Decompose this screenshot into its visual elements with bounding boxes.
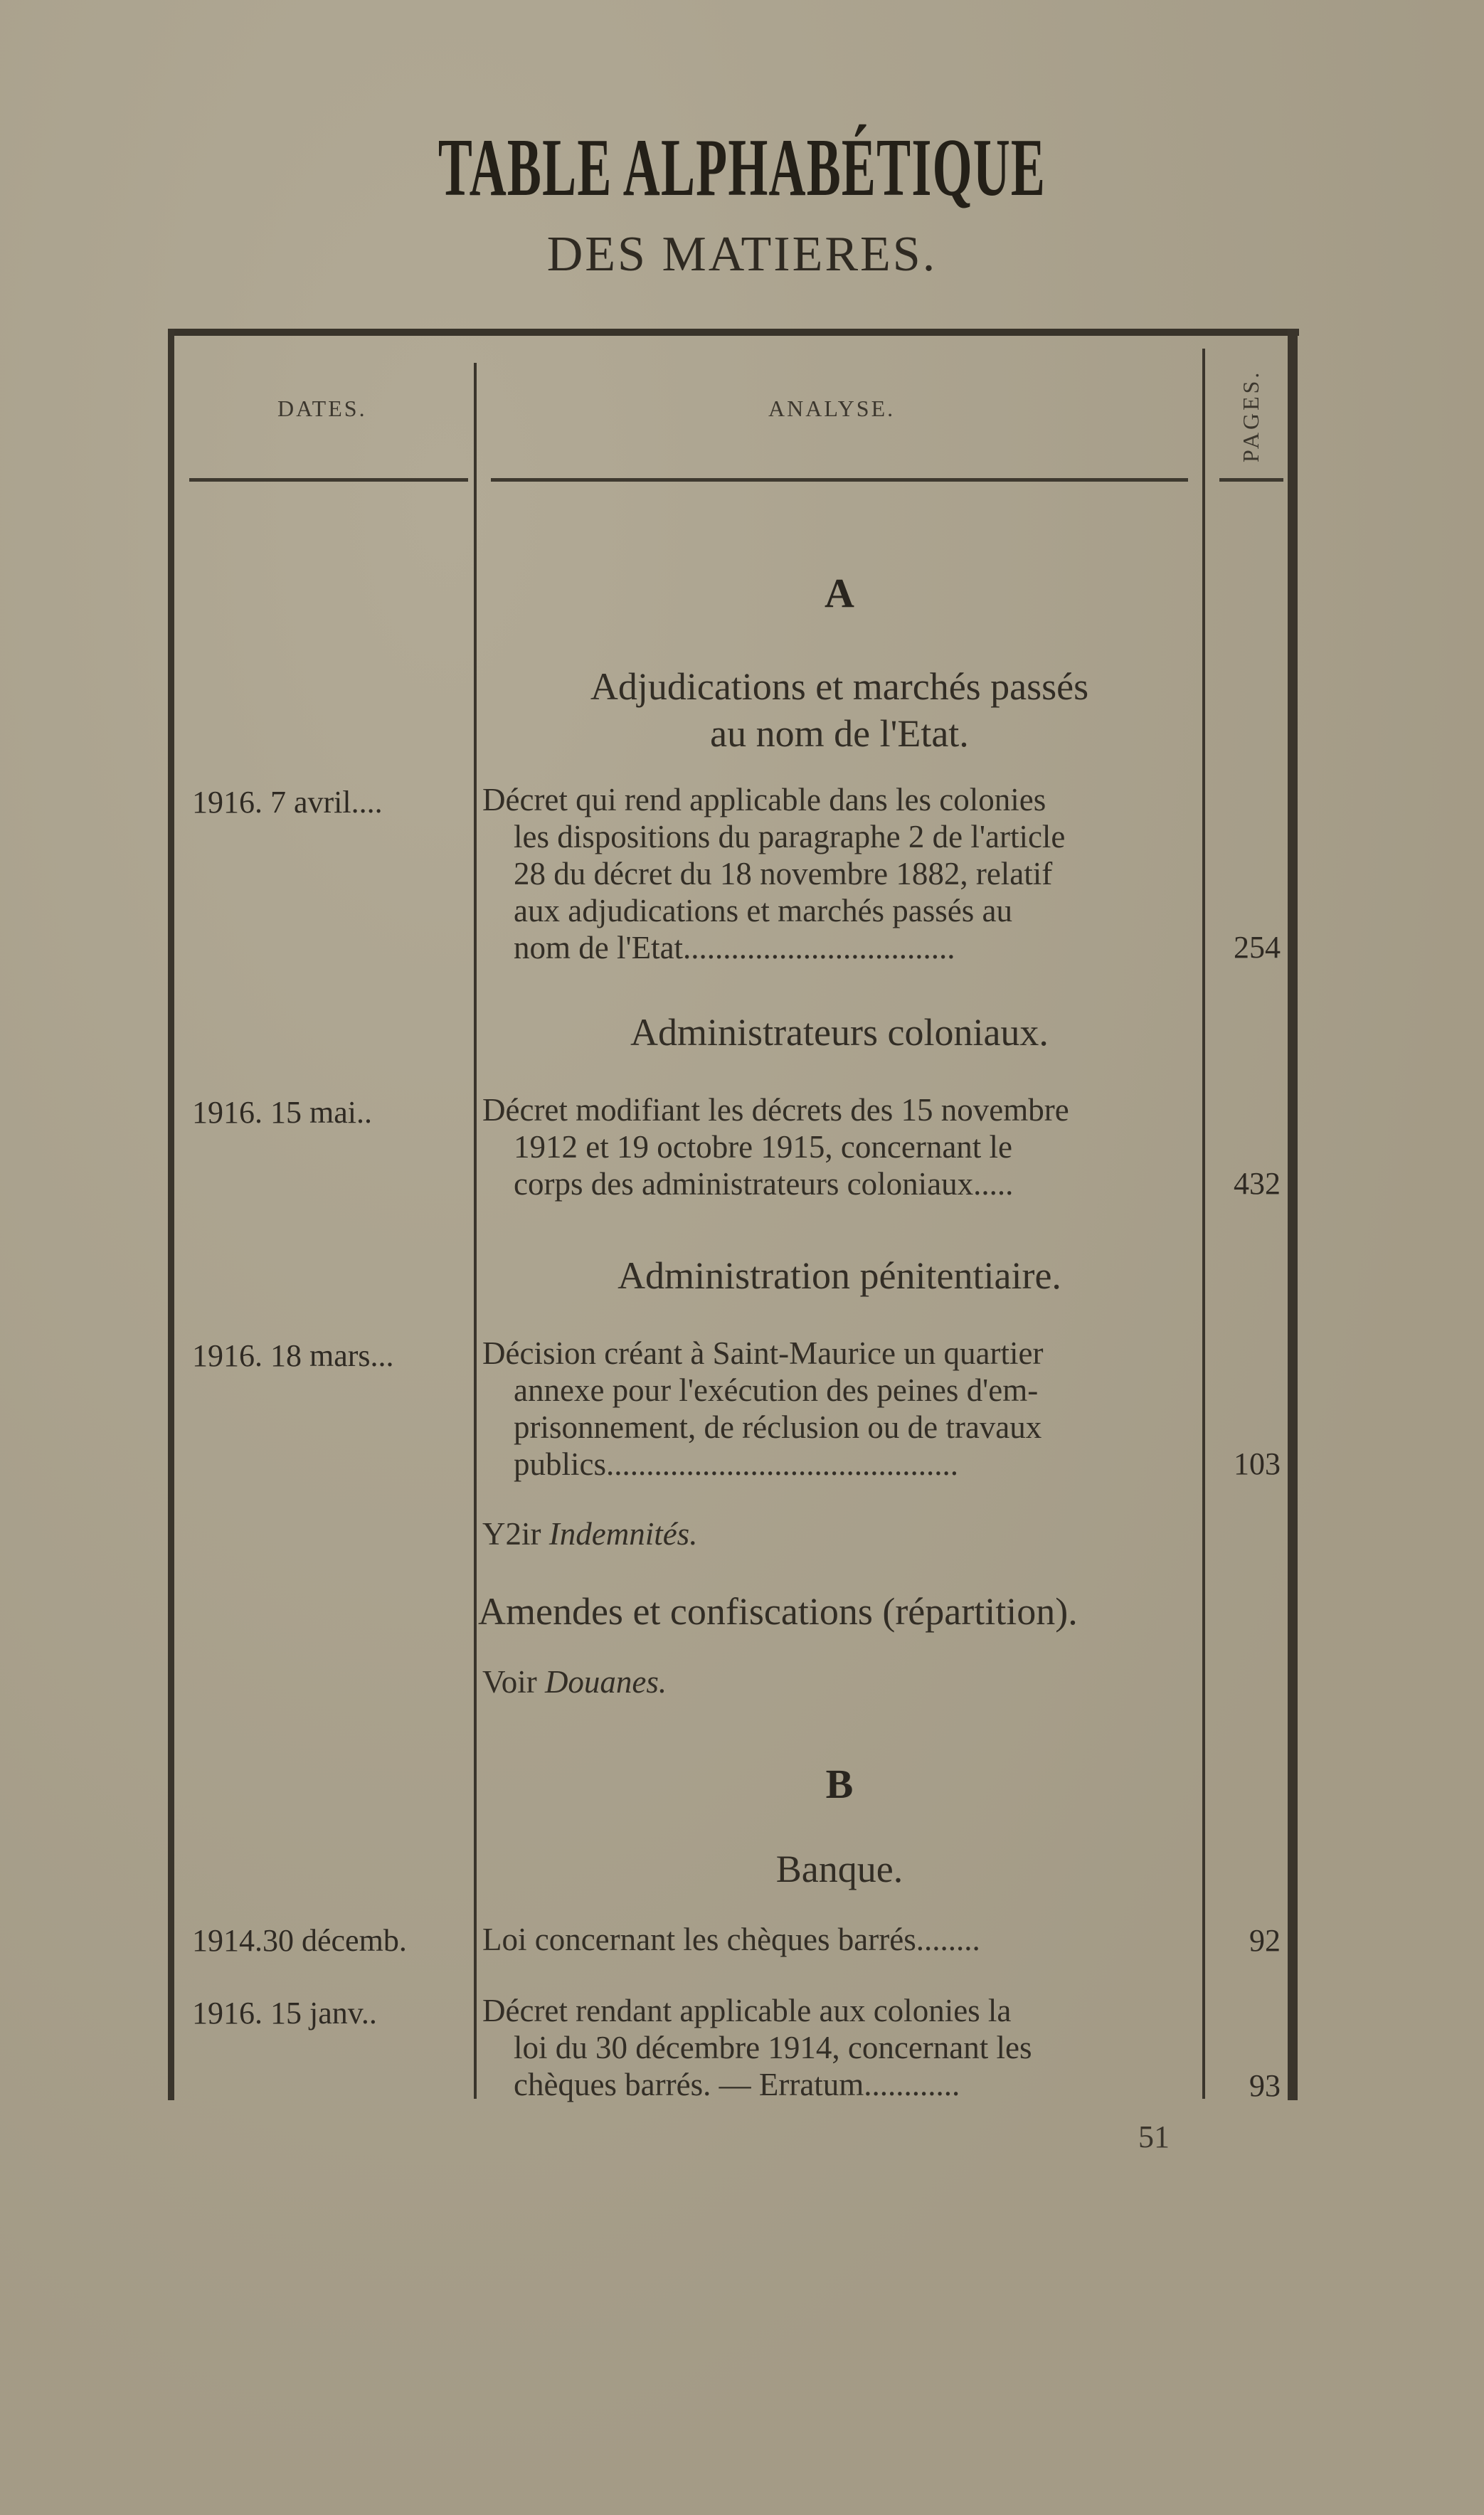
analyse-column-header: ANALYSE. bbox=[768, 396, 896, 421]
entry-heading-penitentiaire: Administration pénitentiaire. bbox=[618, 1254, 1061, 1297]
entry-page-administrateurs: 432 bbox=[1234, 1166, 1281, 1201]
table-right-border bbox=[1288, 329, 1298, 2100]
entry-heading-amendes: Amendes et confiscations (répartition). bbox=[478, 1590, 1078, 1633]
entry-date-penitentiaire: 1916. 18 mars... bbox=[192, 1338, 394, 1373]
text-line: nom de l'Etat.................................. bbox=[514, 930, 955, 965]
entry-date-administrateurs: 1916. 15 mai.. bbox=[192, 1095, 372, 1130]
text-line: annexe pour l'exécution des peines d'em- bbox=[514, 1372, 1039, 1408]
text-line: loi du 30 décembre 1914, concernant les bbox=[514, 2030, 1032, 2065]
text-line: Loi concernant les chèques barrés........ bbox=[482, 1922, 980, 1957]
text-line: Décret modifiant les décrets des 15 novembre bbox=[482, 1092, 1069, 1128]
page-subtitle: DES MATIERES. bbox=[546, 227, 938, 282]
entry-heading-adjudications bbox=[484, 663, 1195, 757]
see-also-prefix: Voir bbox=[482, 1664, 537, 1700]
table-top-rule bbox=[168, 329, 1299, 336]
dates-column-divider bbox=[474, 363, 477, 2099]
text-line: chèques barrés. — Erratum............ bbox=[514, 2067, 960, 2102]
section-letter-b: B bbox=[825, 1761, 854, 1807]
see-also-indemnites bbox=[482, 1515, 697, 1552]
pages-header-rule bbox=[1219, 478, 1283, 482]
dates-column-header: DATES. bbox=[277, 396, 367, 421]
text-line: Décret rendant applicable aux colonies la bbox=[482, 1993, 1012, 2028]
dates-header-rule bbox=[189, 478, 468, 482]
entry-heading-banque: Banque. bbox=[775, 1848, 903, 1890]
entry-text-penitentiaire bbox=[482, 1335, 1195, 1483]
entry-date-banque-1: 1914.30 décemb. bbox=[192, 1923, 407, 1958]
entry-text-adjudications bbox=[482, 781, 1195, 966]
entry-page-banque-1: 92 bbox=[1249, 1923, 1281, 1958]
text-line: aux adjudications et marchés passés au bbox=[514, 893, 1013, 928]
entry-date-banque-2: 1916. 15 janv.. bbox=[192, 1996, 377, 2030]
table-left-border bbox=[168, 329, 174, 2100]
text-line: Décision créant à Saint-Maurice un quartier bbox=[482, 1335, 1044, 1371]
entry-text-administrateurs bbox=[482, 1091, 1195, 1202]
entry-page-banque-2: 93 bbox=[1249, 2068, 1281, 2103]
entry-heading-administrateurs: Administrateurs coloniaux. bbox=[630, 1011, 1049, 1054]
heading-line: au nom de l'Etat. bbox=[710, 712, 969, 755]
text-line: corps des administrateurs coloniaux..... bbox=[514, 1166, 1014, 1202]
see-also-prefix: Y2ir bbox=[482, 1516, 541, 1552]
page-title: TABLE ALPHABÉTIQUE bbox=[438, 122, 1046, 213]
entry-page-adjudications: 254 bbox=[1234, 930, 1281, 965]
see-also-douanes bbox=[482, 1663, 667, 1700]
text-line: 28 du décret du 18 novembre 1882, relatif bbox=[514, 856, 1053, 891]
text-line: les dispositions du paragraphe 2 de l'article bbox=[514, 819, 1066, 854]
entry-page-penitentiaire: 103 bbox=[1234, 1446, 1281, 1481]
text-line: prisonnement, de réclusion ou de travaux bbox=[514, 1409, 1042, 1445]
text-line: Décret qui rend applicable dans les colonies bbox=[482, 782, 1046, 817]
folio-number: 51 bbox=[1138, 2119, 1170, 2154]
entry-text-banque-2 bbox=[482, 1992, 1195, 2103]
see-also-target: Douanes. bbox=[544, 1664, 667, 1700]
see-also-target: Indemnités. bbox=[548, 1516, 698, 1552]
entry-text-banque-1 bbox=[482, 1921, 1195, 1958]
text-line: publics............................................ bbox=[514, 1446, 958, 1482]
pages-column-header: PAGES. bbox=[1238, 369, 1263, 462]
analyse-column-divider bbox=[1202, 349, 1205, 2099]
section-letter-a: A bbox=[825, 570, 854, 616]
entry-date-adjudications: 1916. 7 avril.... bbox=[192, 785, 383, 820]
analyse-header-rule bbox=[491, 478, 1188, 482]
heading-line: Adjudications et marchés passés bbox=[590, 665, 1089, 708]
text-line: 1912 et 19 octobre 1915, concernant le bbox=[514, 1129, 1013, 1165]
